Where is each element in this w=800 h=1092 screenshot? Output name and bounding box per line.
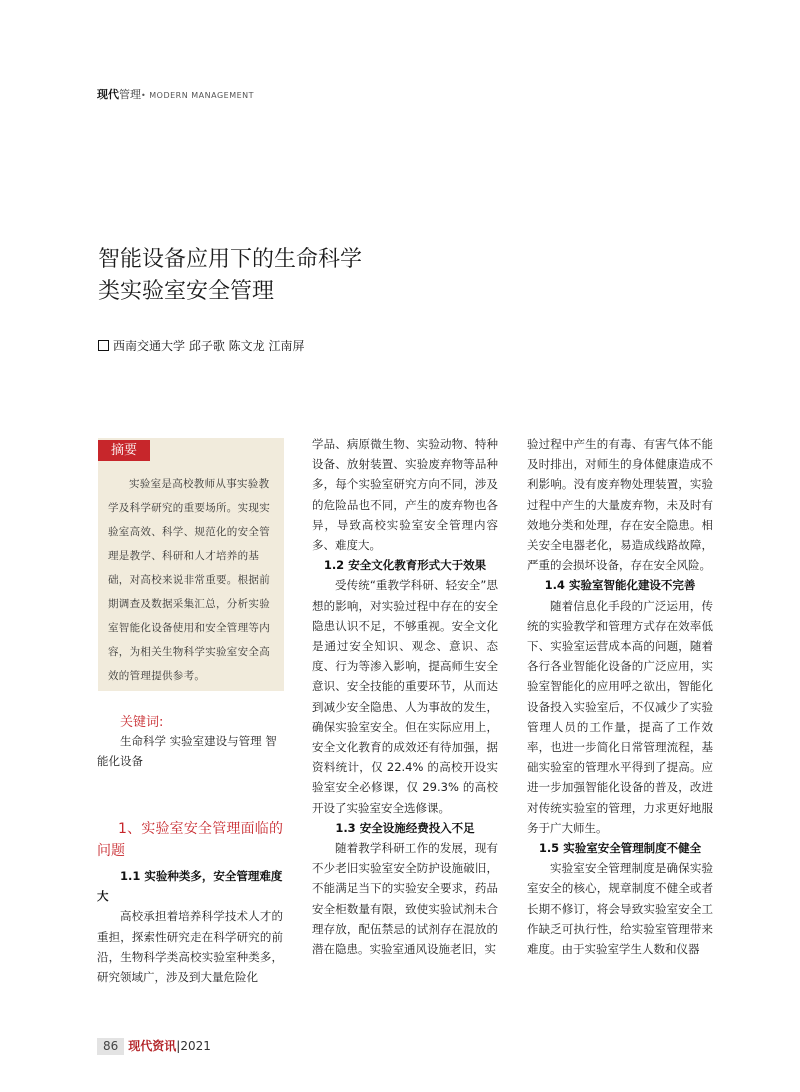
header-section: 管理 — [119, 88, 141, 101]
column-1 — [97, 818, 283, 987]
keywords-text: 生命科学 实验室建设与管理 智能化设备 — [97, 734, 277, 768]
paragraph: 学品、病原微生物、实验动物、特种设备、放射装置、实验废弃物等品种多，每个实验室研究方向不同，涉及的危险品也不同，产生的废弃物也各异，导致高校实验室安全管理内容多、难度大。 — [312, 437, 498, 553]
checkbox-icon — [98, 340, 109, 351]
abstract-text: 实验室是高校教师从事实验教学及科学研究的重要场所。实现实验室高效、科学、规范化的安全管理是教学、科研和人才培养的基础，对高校来说非常重要。根据前期调查及数据采集汇总，分析实验室智能化设备使用和安全管理等内容，为相关生物科学实验室安全高效的管理提供参考。 — [108, 478, 270, 682]
paragraph: 受传统“重教学科研、轻安全”思想的影响，对实验过程中存在的安全隐患认识不足，不够重视。安全文化是通过安全知识、观念、意识、态度、行为等渗入影响，提高师生安全意识、安全技能的重要环节，从而达到减少安全隐患、人为事故的发生，确保实验室安全。但在实际应用上，安全文化教育的成效还有待加强，据资料统计，仅 22.4% 的高校开设实验室安全必修课，仅 29.3% 的高校开设了实验室安全选修课。 — [312, 578, 498, 815]
subheading-1-1: 1.1 实验种类多，安全管理难度大 — [97, 869, 283, 904]
subheading-1-2: 1.2 安全文化教育形式大于效果 — [323, 558, 487, 573]
keywords-label: 关键词: — [120, 715, 164, 730]
header-brand: 现代 — [97, 88, 119, 101]
page-footer — [97, 1038, 211, 1055]
paragraph: 高校承担着培养科学技术人才的重担，探索性研究走在科学研究的前沿，生物科学类高校实验室种类多，研究领域广，涉及到大量危险化 — [97, 909, 283, 985]
paragraph: 随着教学科研工作的发展，现有不少老旧实验室安全防护设施破旧，不能满足当下的实验安全要求，药品安全柜数量有限，致使实验试剂未合理存放，配伍禁忌的试剂存在混放的潜在隐患。实验室通风设施老旧，实 — [312, 841, 498, 957]
subheading-1-5: 1.5 实验室安全管理制度不健全 — [538, 841, 702, 856]
subheading-1-4: 1.4 实验室智能化建设不完善 — [544, 578, 696, 593]
article-title — [98, 244, 362, 308]
footer-separator: | — [176, 1039, 181, 1053]
authors-text: 西南交通大学 邱子歌 陈文龙 江南屏 — [113, 339, 305, 353]
header-section-en: • MODERN MANAGEMENT — [141, 91, 255, 100]
subheading-1-3: 1.3 安全设施经费投入不足 — [335, 820, 475, 835]
magazine-name: 现代资讯 — [128, 1039, 177, 1053]
page-number: 86 — [97, 1038, 124, 1055]
abstract-label: 摘要 — [98, 440, 150, 461]
title-line-1: 智能设备应用下的生命科学 — [98, 247, 363, 272]
column-3 — [527, 434, 713, 959]
title-line-2: 类实验室安全管理 — [98, 279, 275, 304]
author-line — [98, 337, 304, 354]
section-heading-1: 1、实验室安全管理面临的问题 — [97, 821, 283, 859]
column-2 — [312, 434, 498, 959]
paragraph: 实验室安全管理制度是确保实验室安全的核心，规章制度不健全或者长期不修订，将会导致实验室安全工作缺乏可执行性，给实验室管理带来难度。由于实验室学生人数和仪器 — [527, 861, 713, 957]
paragraph: 验过程中产生的有毒、有害气体不能及时排出，对师生的身体健康造成不利影响。没有废弃物处理装置，实验过程中产生的大量废弃物，未及时有效地分类和处理，存在安全隐患。相关安全电器老化，易造成线路故障，严重的会损坏设备，存在安全风险。 — [527, 437, 713, 573]
running-header — [97, 86, 254, 102]
footer-year: 2021 — [180, 1039, 211, 1053]
paragraph: 随着信息化手段的广泛运用，传统的实验教学和管理方式存在效率低下、实验室运营成本高的问题，随着各行各业智能化设备的广泛应用，实验室智能化的应用呼之欲出，智能化设备投入实验室后，不仅减少了实验管理人员的工作量，提高了工作效率，也进一步简化日常管理流程，基础实验室的管理水平得到了提高。应进一步加强智能化设备的普及，改进对传统实验室的管理，力求更好地服务于广大师生。 — [527, 598, 713, 835]
